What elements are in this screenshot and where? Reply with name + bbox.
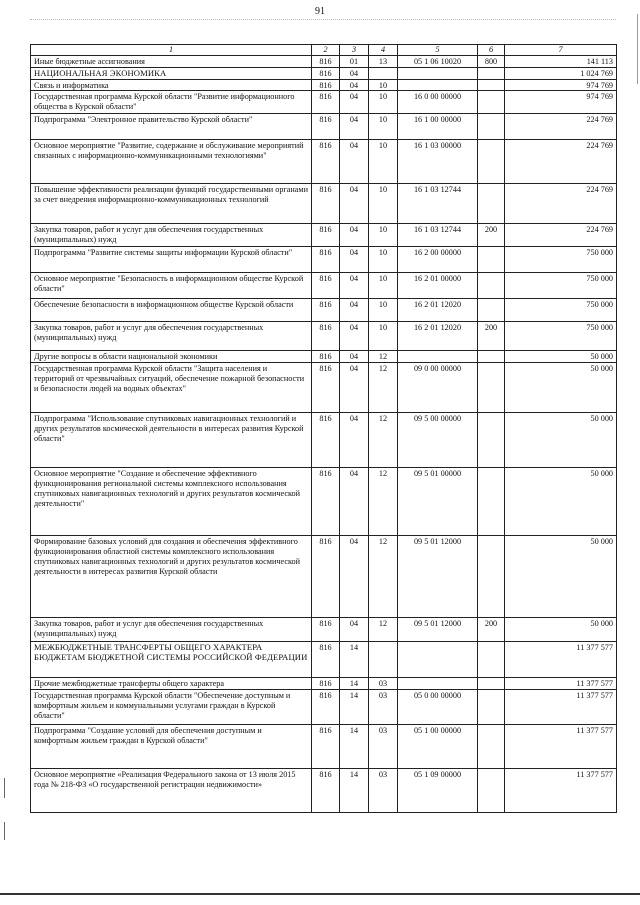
- row-code-ministry: 816: [312, 678, 340, 690]
- row-code-expense-type: [478, 642, 505, 678]
- row-code-ministry: 816: [312, 67, 340, 79]
- row-name: Государственная программа Курской области "Развитие информационного общества в Курской области": [31, 91, 312, 114]
- row-code-subsection: 03: [369, 724, 398, 768]
- row-name: Обеспечение безопасности в информационном обществе Курской области: [31, 299, 312, 322]
- row-amount: 11 377 577: [505, 642, 617, 678]
- row-name: Основное мероприятие «Реализация Федерального закона от 13 июля 2015 года № 218-ФЗ «О государственной регистрации недвижимости»: [31, 768, 312, 812]
- row-code-section: 04: [340, 299, 369, 322]
- row-code-ministry: 816: [312, 184, 340, 224]
- table-row: [31, 678, 617, 690]
- table-row: [31, 768, 617, 812]
- row-code-subsection: 10: [369, 224, 398, 247]
- row-amount: 224 769: [505, 184, 617, 224]
- row-code-expense-type: [478, 91, 505, 114]
- row-code-target: 09 0 00 00000: [398, 363, 478, 413]
- row-name: Подпрограмма "Использование спутниковых навигационных технологий и других результатов космической деятельности в интересах развития Курской области": [31, 413, 312, 468]
- row-name: Формирование базовых условий для создания и обеспечения эффективного функционирования областной системы комплексного использования спутниковых навигационных технологий и других результатов космической деятельности в интересах развития Курской области: [31, 536, 312, 618]
- row-amount: 974 769: [505, 91, 617, 114]
- row-code-expense-type: [478, 689, 505, 724]
- page-number: 91: [315, 6, 325, 17]
- row-code-expense-type: 200: [478, 224, 505, 247]
- column-number-3: 3: [340, 45, 369, 56]
- row-code-subsection: 10: [369, 273, 398, 299]
- row-amount: 750 000: [505, 247, 617, 273]
- row-code-expense-type: [478, 114, 505, 140]
- row-amount: 224 769: [505, 224, 617, 247]
- row-name: Государственная программа Курской области "Обеспечение доступным и комфортным жильем и коммунальными услугами граждан в Курской области": [31, 689, 312, 724]
- row-name: Повышение эффективности реализации функций государственными органами за счет внедрения информационно-коммуникационных технологий: [31, 184, 312, 224]
- row-amount: 50 000: [505, 351, 617, 363]
- row-code-subsection: 10: [369, 184, 398, 224]
- row-code-section: 04: [340, 79, 369, 91]
- row-code-target: 09 5 01 12000: [398, 536, 478, 618]
- row-code-target: 09 5 00 00000: [398, 413, 478, 468]
- row-code-subsection: 12: [369, 536, 398, 618]
- row-amount: 50 000: [505, 413, 617, 468]
- row-code-section: 04: [340, 322, 369, 351]
- row-code-section: 14: [340, 678, 369, 690]
- row-code-ministry: 816: [312, 468, 340, 536]
- table-row: [31, 468, 617, 536]
- row-code-expense-type: [478, 536, 505, 618]
- scan-margin-mark: [4, 778, 5, 798]
- row-code-expense-type: [478, 247, 505, 273]
- row-code-expense-type: [478, 351, 505, 363]
- table-row: [31, 413, 617, 468]
- row-code-ministry: 816: [312, 724, 340, 768]
- table-row: [31, 642, 617, 678]
- row-code-section: 04: [340, 114, 369, 140]
- row-code-section: 04: [340, 91, 369, 114]
- row-code-section: 04: [340, 224, 369, 247]
- row-code-expense-type: [478, 468, 505, 536]
- row-amount: 974 769: [505, 79, 617, 91]
- table-row: [31, 273, 617, 299]
- row-name: Основное мероприятие "Безопасность в информационном обществе Курской области": [31, 273, 312, 299]
- table-row: [31, 299, 617, 322]
- row-amount: 141 113: [505, 56, 617, 68]
- row-code-expense-type: 800: [478, 56, 505, 68]
- row-code-expense-type: 200: [478, 322, 505, 351]
- row-amount: 50 000: [505, 618, 617, 642]
- row-code-target: 09 5 01 00000: [398, 468, 478, 536]
- table-row: [31, 247, 617, 273]
- row-code-target: [398, 67, 478, 79]
- row-code-target: 05 1 00 00000: [398, 724, 478, 768]
- row-code-section: 14: [340, 768, 369, 812]
- row-code-target: 16 1 03 00000: [398, 140, 478, 184]
- row-amount: 50 000: [505, 363, 617, 413]
- row-code-target: 16 0 00 00000: [398, 91, 478, 114]
- table-row: [31, 67, 617, 79]
- row-amount: 224 769: [505, 140, 617, 184]
- row-amount: 750 000: [505, 322, 617, 351]
- row-code-target: [398, 642, 478, 678]
- row-name: Закупка товаров, работ и услуг для обеспечения государственных (муниципальных) нужд: [31, 322, 312, 351]
- row-code-section: 04: [340, 468, 369, 536]
- row-code-target: [398, 79, 478, 91]
- row-code-ministry: 816: [312, 91, 340, 114]
- row-code-expense-type: [478, 768, 505, 812]
- table-row: [31, 363, 617, 413]
- row-amount: 11 377 577: [505, 678, 617, 690]
- row-code-subsection: 12: [369, 618, 398, 642]
- row-code-subsection: 10: [369, 114, 398, 140]
- row-code-subsection: 03: [369, 678, 398, 690]
- row-code-subsection: 12: [369, 413, 398, 468]
- column-number-4: 4: [369, 45, 398, 56]
- row-code-subsection: 12: [369, 351, 398, 363]
- row-amount: 11 377 577: [505, 689, 617, 724]
- row-code-section: 04: [340, 536, 369, 618]
- row-code-section: 04: [340, 351, 369, 363]
- row-amount: 224 769: [505, 114, 617, 140]
- row-amount: 750 000: [505, 273, 617, 299]
- table-row: [31, 114, 617, 140]
- row-code-target: 16 1 03 12744: [398, 184, 478, 224]
- row-code-section: 14: [340, 689, 369, 724]
- row-code-ministry: 816: [312, 768, 340, 812]
- table-row: [31, 140, 617, 184]
- row-name: Подпрограмма "Развитие системы защиты информации Курской области": [31, 247, 312, 273]
- row-code-ministry: 816: [312, 689, 340, 724]
- row-code-subsection: 10: [369, 299, 398, 322]
- row-code-expense-type: [478, 273, 505, 299]
- row-code-subsection: 12: [369, 468, 398, 536]
- row-name: Подпрограмма "Создание условий для обеспечения доступным и комфортным жильем граждан в Курской области": [31, 724, 312, 768]
- row-code-subsection: [369, 642, 398, 678]
- row-name: МЕЖБЮДЖЕТНЫЕ ТРАНСФЕРТЫ ОБЩЕГО ХАРАКТЕРА БЮДЖЕТАМ БЮДЖЕТНОЙ СИСТЕМЫ РОССИЙСКОЙ ФЕДЕРАЦИИ: [31, 642, 312, 678]
- row-name: Иные бюджетные ассигнования: [31, 56, 312, 68]
- row-code-expense-type: [478, 363, 505, 413]
- row-code-subsection: 12: [369, 363, 398, 413]
- row-code-section: 04: [340, 413, 369, 468]
- row-code-target: 16 1 00 00000: [398, 114, 478, 140]
- row-name: Другие вопросы в области национальной экономики: [31, 351, 312, 363]
- row-code-ministry: 816: [312, 618, 340, 642]
- row-code-target: [398, 351, 478, 363]
- row-code-subsection: [369, 67, 398, 79]
- row-code-subsection: 03: [369, 689, 398, 724]
- row-code-expense-type: [478, 678, 505, 690]
- scan-margin-mark: [637, 14, 638, 84]
- scan-bottom-edge: [0, 893, 640, 895]
- row-code-ministry: 816: [312, 79, 340, 91]
- row-code-target: 16 2 01 12020: [398, 322, 478, 351]
- column-number-6: 6: [478, 45, 505, 56]
- row-code-ministry: 816: [312, 351, 340, 363]
- row-code-target: 16 2 01 12020: [398, 299, 478, 322]
- column-number-5: 5: [398, 45, 478, 56]
- row-code-section: 04: [340, 184, 369, 224]
- row-code-subsection: 10: [369, 247, 398, 273]
- row-name: Связь и информатика: [31, 79, 312, 91]
- row-code-target: 05 0 00 00000: [398, 689, 478, 724]
- row-code-ministry: 816: [312, 247, 340, 273]
- row-code-subsection: 10: [369, 322, 398, 351]
- row-code-section: 04: [340, 363, 369, 413]
- row-code-expense-type: [478, 79, 505, 91]
- row-code-section: 14: [340, 642, 369, 678]
- row-name: Закупка товаров, работ и услуг для обеспечения государственных (муниципальных) нужд: [31, 618, 312, 642]
- row-code-ministry: 816: [312, 299, 340, 322]
- row-code-target: 16 2 01 00000: [398, 273, 478, 299]
- row-code-target: 16 1 03 12744: [398, 224, 478, 247]
- table-row: [31, 184, 617, 224]
- row-code-section: 01: [340, 56, 369, 68]
- column-number-2: 2: [312, 45, 340, 56]
- row-code-section: 14: [340, 724, 369, 768]
- row-name: НАЦИОНАЛЬНАЯ ЭКОНОМИКА: [31, 67, 312, 79]
- table-row: [31, 224, 617, 247]
- row-amount: 11 377 577: [505, 768, 617, 812]
- row-name: Прочие межбюджетные трансферты общего характера: [31, 678, 312, 690]
- row-code-ministry: 816: [312, 642, 340, 678]
- row-code-ministry: 816: [312, 114, 340, 140]
- row-name: Государственная программа Курской области "Защита населения и территорий от чрезвычайных ситуаций, обеспечение пожарной безопасности и безопасности людей на водных объектах": [31, 363, 312, 413]
- row-code-target: [398, 678, 478, 690]
- row-code-subsection: 10: [369, 140, 398, 184]
- row-code-target: 05 1 09 00000: [398, 768, 478, 812]
- row-code-section: 04: [340, 67, 369, 79]
- table-row: [31, 724, 617, 768]
- table-row: [31, 689, 617, 724]
- row-code-target: 09 5 01 12000: [398, 618, 478, 642]
- row-code-section: 04: [340, 247, 369, 273]
- table-row: [31, 351, 617, 363]
- row-amount: 11 377 577: [505, 724, 617, 768]
- row-name: Основное мероприятие "Развитие, содержание и обслуживание мероприятий связанных с информационно-коммуникационными технологиями": [31, 140, 312, 184]
- row-code-expense-type: 200: [478, 618, 505, 642]
- row-amount: 50 000: [505, 536, 617, 618]
- row-code-ministry: 816: [312, 140, 340, 184]
- row-code-subsection: 10: [369, 79, 398, 91]
- row-name: Закупка товаров, работ и услуг для обеспечения государственных (муниципальных) нужд: [31, 224, 312, 247]
- budget-table: [30, 44, 617, 813]
- table-row: [31, 91, 617, 114]
- table-row: [31, 536, 617, 618]
- row-code-subsection: 13: [369, 56, 398, 68]
- table-header-row: [31, 45, 617, 56]
- row-code-expense-type: [478, 67, 505, 79]
- row-code-expense-type: [478, 724, 505, 768]
- scan-margin-mark: [4, 822, 5, 840]
- row-code-ministry: 816: [312, 322, 340, 351]
- row-code-subsection: 10: [369, 91, 398, 114]
- row-amount: 750 000: [505, 299, 617, 322]
- row-amount: 50 000: [505, 468, 617, 536]
- row-code-expense-type: [478, 184, 505, 224]
- row-code-ministry: 816: [312, 224, 340, 247]
- row-code-expense-type: [478, 140, 505, 184]
- table-row: [31, 322, 617, 351]
- row-code-expense-type: [478, 299, 505, 322]
- column-number-1: 1: [31, 45, 312, 56]
- row-code-target: 16 2 00 00000: [398, 247, 478, 273]
- row-name: Подпрограмма "Электронное правительство Курской области": [31, 114, 312, 140]
- row-code-target: 05 1 06 10020: [398, 56, 478, 68]
- scan-top-edge: [30, 19, 616, 20]
- row-code-section: 04: [340, 273, 369, 299]
- row-code-expense-type: [478, 413, 505, 468]
- row-code-ministry: 816: [312, 413, 340, 468]
- row-code-ministry: 816: [312, 56, 340, 68]
- column-number-7: 7: [505, 45, 617, 56]
- row-code-ministry: 816: [312, 363, 340, 413]
- row-amount: 1 024 769: [505, 67, 617, 79]
- table-row: [31, 618, 617, 642]
- table-row: [31, 56, 617, 68]
- row-code-section: 04: [340, 618, 369, 642]
- row-code-subsection: 03: [369, 768, 398, 812]
- row-code-section: 04: [340, 140, 369, 184]
- row-code-ministry: 816: [312, 536, 340, 618]
- row-name: Основное мероприятие "Создание и обеспечение эффективного функционирования региональной системы комплексного использования спутниковых навигационных технологий и других результатов космической деятельности": [31, 468, 312, 536]
- row-code-ministry: 816: [312, 273, 340, 299]
- table-row: [31, 79, 617, 91]
